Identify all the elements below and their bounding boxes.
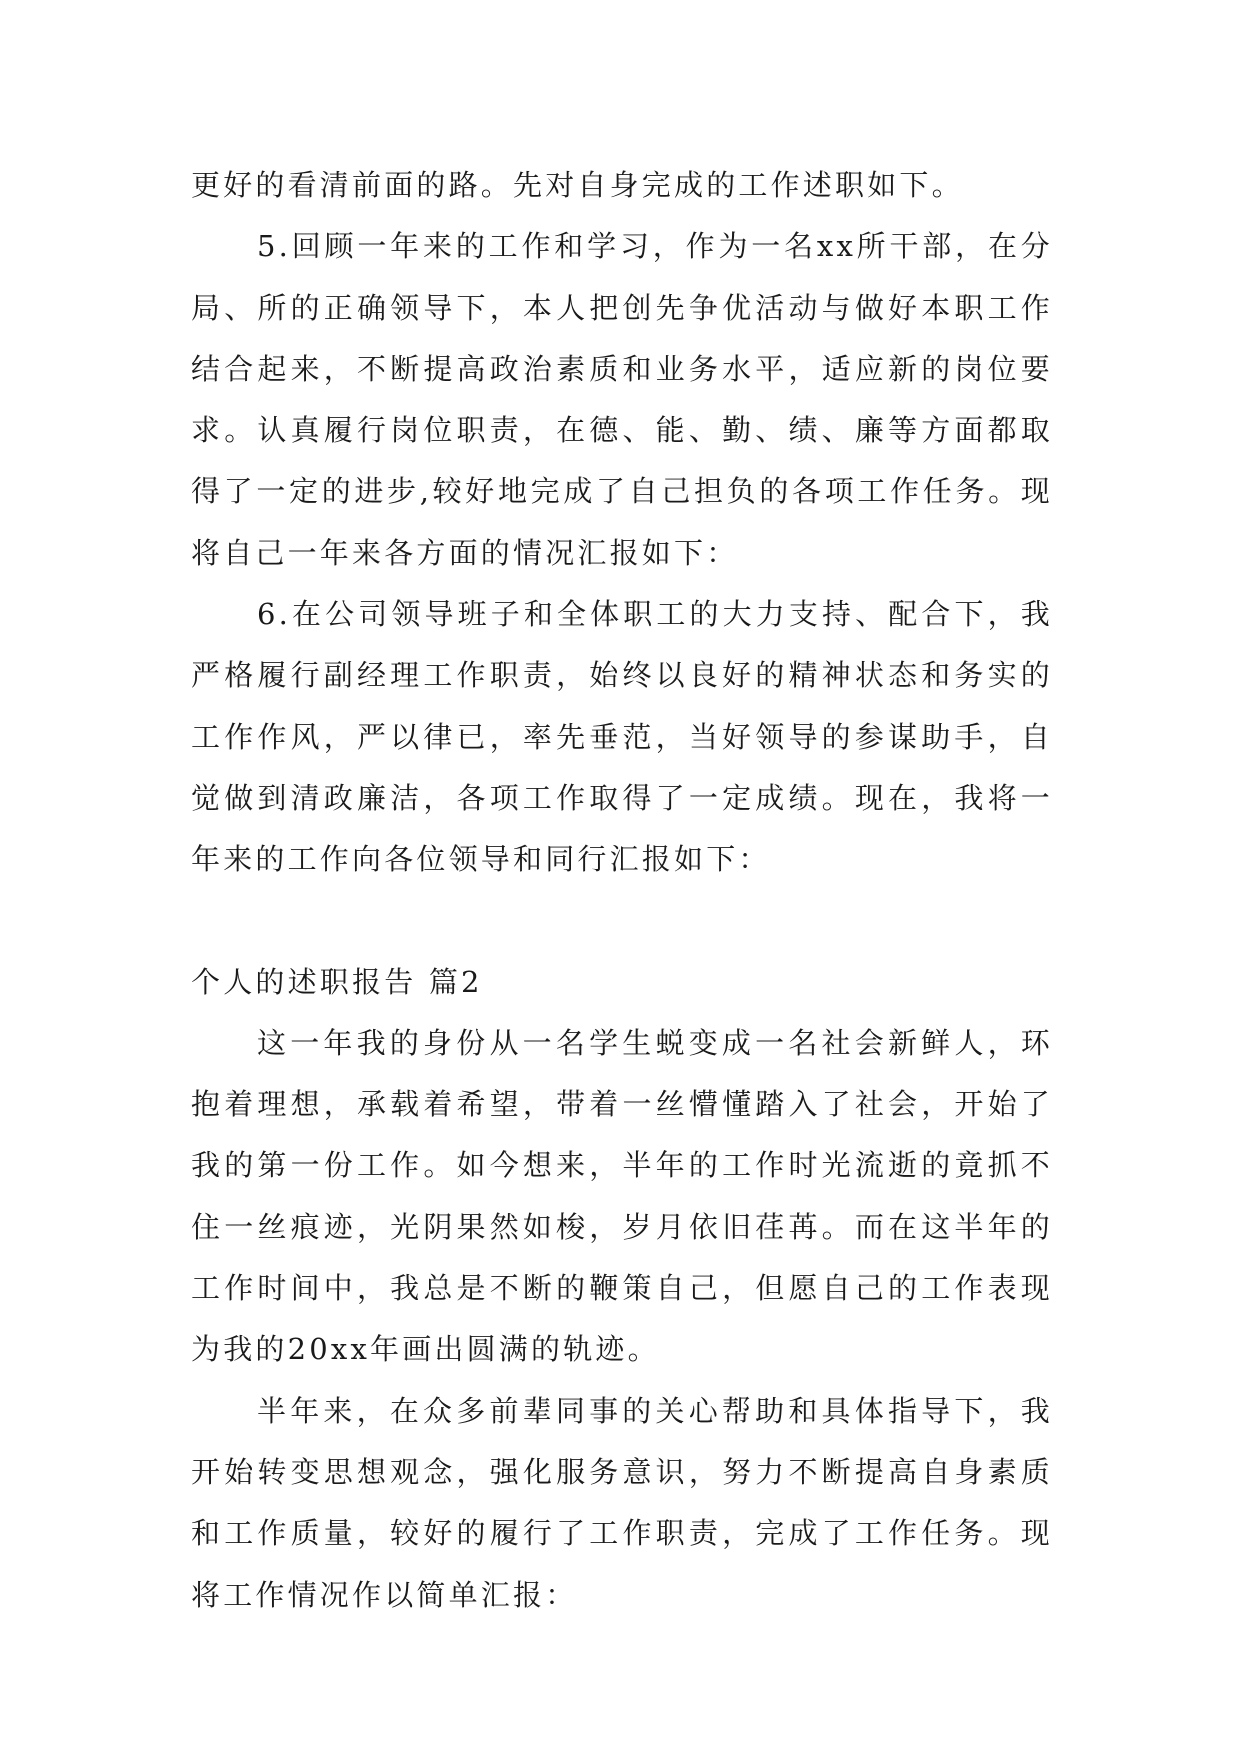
paragraph-section2-1: 这一年我的身份从一名学生蜕变成一名社会新鲜人，环抱着理想，承载着希望，带着一丝懵懂踏入了社会，开始了我的第一份工作。如今想来，半年的工作时光流逝的竟抓不住一丝痕迹，光阴果然如梭，岁月依旧荏苒。而在这半年的工作时间中，我总是不断的鞭策自己，但愿自己的工作表现为我的20xx年画出圆满的轨迹。 xyxy=(191,1025,1053,1367)
paragraph-item-5: 5.回顾一年来的工作和学习，作为一名xx所干部，在分局、所的正确领导下，本人把创先争优活动与做好本职工作结合起来，不断提高政治素质和业务水平，适应新的岗位要求。认真履行岗位职责，在德、能、勤、绩、廉等方面都取得了一定的进步,较好地完成了自己担负的各项工作任务。现将自己一年来各方面的情况汇报如下： xyxy=(191,229,1053,570)
section-heading: 个人的述职报告 篇2 xyxy=(191,964,483,999)
document-body xyxy=(191,155,1053,1626)
paragraph-section2-2: 半年来，在众多前辈同事的关心帮助和具体指导下，我开始转变思想观念，强化服务意识，努力不断提高自身素质和工作质量，较好的履行了工作职责，完成了工作任务。现将工作情况作以简单汇报： xyxy=(191,1393,1053,1612)
paragraph-item-6: 6.在公司领导班子和全体职工的大力支持、配合下，我严格履行副经理工作职责，始终以良好的精神状态和务实的工作作风，严以律已，率先垂范，当好领导的参谋助手，自觉做到清政廉洁，各项工作取得了一定成绩。现在，我将一年来的工作向各位领导和同行汇报如下： xyxy=(191,597,1053,877)
paragraph-intro-end: 更好的看清前面的路。先对自身完成的工作述职如下。 xyxy=(191,168,964,202)
